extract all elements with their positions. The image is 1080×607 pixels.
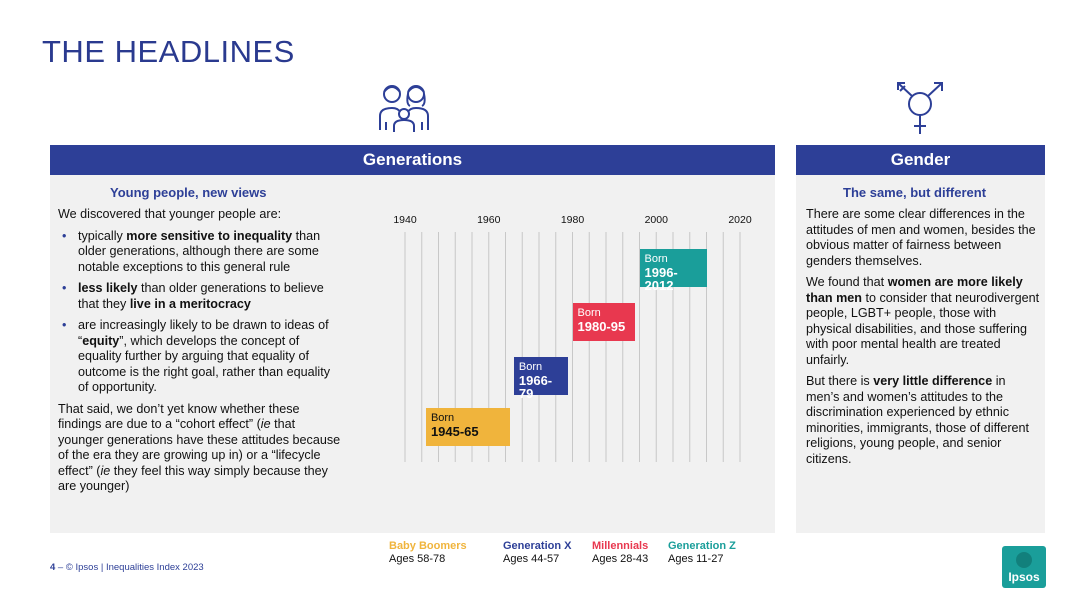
timeline-gridlines [385,210,765,530]
bullet-item: • are increasingly likely to be drawn to ideas of “equity”, which develops the concept of equality further by arguing that equality of outcome is the right goal, rather than equality of opportunity. [58,318,343,396]
legend-ages: Ages 44-57 [503,553,560,565]
gender-text [806,207,1040,473]
generation-bar [640,249,707,293]
legend-ages: Ages 28-43 [592,553,649,565]
bullet-item: • less likely than older generations to believe that they live in a meritocracy [58,281,343,312]
legend-name: Generation X [503,540,572,552]
legend-entry [592,540,648,566]
ipsos-logo [1002,546,1046,588]
legend-entry [668,540,736,566]
generations-intro: We discovered that younger people are: [58,207,282,221]
legend-entry [389,540,467,566]
born-range-label: 1980-95 [577,319,626,334]
born-label: Born [577,307,601,319]
legend-ages: Ages 11-27 [668,553,724,565]
legend-ages: Ages 58-78 [389,553,446,565]
generations-bullets [58,229,343,396]
legend-name: Generation Z [668,540,736,552]
generation-bar [573,303,636,341]
axis-tick-label: 1940 [393,214,417,226]
gender-panel [796,145,1045,533]
gender-paragraph-1: There are some clear differences in the attitudes of men and women, besides the obvious matter of fairness between genders themselves. [806,207,1036,268]
axis-tick-label: 1960 [477,214,501,226]
generations-text [58,207,343,501]
born-label: Born [430,412,455,424]
born-label: Born [518,361,543,373]
generations-subhead: Young people, new views [110,185,267,200]
generation-bar [426,408,510,446]
born-range-label: 1966-79 [518,373,553,401]
gender-header: Gender [796,145,1045,175]
generations-outro: That said, we don’t yet know whether these findings are due to a “cohort effect” (ie that younger generations have these attitudes because of the era they are growing up in) or a “lifecycle effect” (ie they feel this way simply because they are younger) [58,401,341,493]
generations-timeline-chart [385,210,765,565]
axis-tick-label: 2000 [644,214,668,226]
generations-header: Generations [50,145,775,175]
legend-entry [503,540,571,566]
footer: 4 – © Ipsos | Inequalities Index 2023 [50,562,204,573]
born-label: Born [644,253,668,265]
gender-paragraph-3: But there is very little difference in men’s and women’s attitudes to the discrimination experienced by ethnic minorities, immigrants, those of different religions, young people, and senior citizens. [806,374,1030,466]
gender-symbol-icon [890,80,950,136]
legend-name: Millennials [592,540,649,552]
born-range-label: 1945-65 [430,424,479,439]
svg-text:Ipsos: Ipsos [1008,570,1040,584]
axis-tick-label: 1980 [560,214,585,226]
gender-subhead: The same, but different [843,185,987,200]
born-range-label: 1996-2012 [644,265,678,293]
bullet-item: • typically more sensitive to inequality than older generations, although there are some notable exceptions to this general rule [58,229,343,276]
legend-name: Baby Boomers [389,540,467,552]
axis-tick-label: 2020 [728,214,752,226]
generation-bar [514,357,568,401]
gender-paragraph-2: We found that women are more likely than men to consider that neurodivergent people, LGBT+ people, those with physical disabilities, and those suffering with poor mental health are treated unfairly. [806,275,1040,367]
family-icon [376,80,432,134]
generations-panel [50,145,775,565]
page-title: THE HEADLINES [42,34,295,69]
